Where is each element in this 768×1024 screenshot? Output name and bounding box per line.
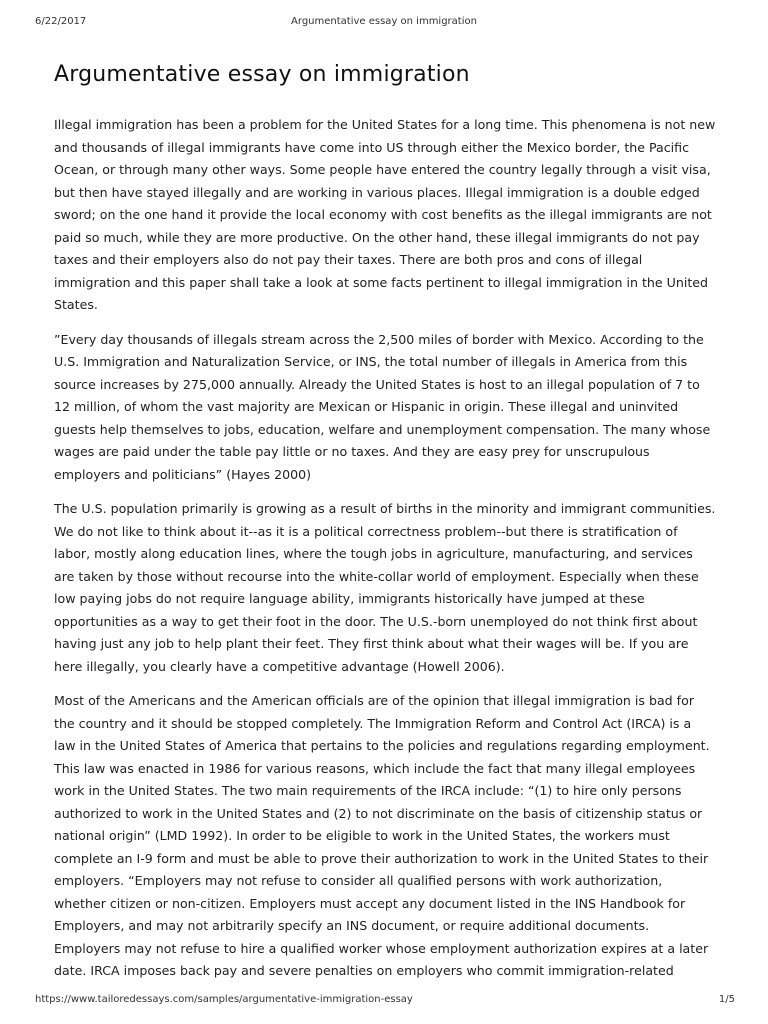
page-title: Argumentative essay on immigration xyxy=(54,62,470,87)
essay-body xyxy=(54,114,716,995)
paragraph: The U.S. population primarily is growing as a result of births in the minority and immigrant communities. We do not like to think about it--as it is a political correctness problem--but there is stratification of labor, mostly along education lines, where the tough jobs in agriculture, manufacturing, and services are taken by those without recourse into the white-collar world of employment. Especially when these low paying jobs do not require language ability, immigrants historically have jumped at these opportunities as a way to get their foot in the door. The U.S.-born unemployed do not think first about having just any job to help plant their feet. They first think about what their wages will be. If you are here illegally, you clearly have a competitive advantage (Howell 2006). xyxy=(54,501,716,674)
footer-url[interactable]: https://www.tailoredessays.com/samples/argumentative-immigration-essay xyxy=(35,994,413,1005)
paragraph: Most of the Americans and the American officials are of the opinion that illegal immigration is bad for the country and it should be stopped completely. The Immigration Reform and Control Act (IRCA) is a law in the United States of America that pertains to the policies and regulations regarding employment. This law was enacted in 1986 for various reasons, which include the fact that many illegal employees work in the United States. The two main requirements of the IRCA include: “(1) to hire only persons authorized to work in the United States and (2) to not discriminate on the basis of citizenship status or national origin” (LMD 1992). In order to be eligible to work in the United States, the workers must complete an I-9 form and must be able to prove their authorization to work in the United States to their employers. “Employers may not refuse to consider all qualified persons with work authorization, whether citizen or non-citizen. Employers must accept any document listed in the INS Handbook for Employers, and may not arbitrarily specify an INS document, or require additional documents. Employers may not refuse to hire a qualified worker whose employment authorization expires at a later date. IRCA imposes back pay and severe penalties on employers who commit immigration-related xyxy=(54,693,710,978)
paragraph: Illegal immigration has been a problem for the United States for a long time. This phenomena is not new and thousands of illegal immigrants have come into US through either the Mexico border, the Pacific Ocean, or through many other ways. Some people have entered the country legally through a visit visa, but then have stayed illegally and are working in various places. Illegal immigration is a double edged sword; on the one hand it provide the local economy with cost benefits as the illegal immigrants are not paid so much, while they are more productive. On the other hand, these illegal immigrants do not pay taxes and their employers also do not pay their taxes. There are both pros and cons of illegal immigration and this paper shall take a look at some facts pertinent to illegal immigration in the United States. xyxy=(54,117,716,312)
paragraph: ”Every day thousands of illegals stream across the 2,500 miles of border with Mexico. According to the U.S. Immigration and Naturalization Service, or INS, the total number of illegals in America from this source increases by 275,000 annually. Already the United States is host to an illegal population of 7 to 12 million, of whom the vast majority are Mexican or Hispanic in origin. These illegal and uninvited guests help themselves to jobs, education, welfare and unemployment compensation. The many whose wages are paid under the table pay little or no taxes. And they are easy prey for unscrupulous employers and politicians” (Hayes 2000) xyxy=(54,331,711,482)
header-title: Argumentative essay on immigration xyxy=(291,16,477,27)
page-number: 1/5 xyxy=(718,994,735,1005)
header-date: 6/22/2017 xyxy=(35,16,87,27)
